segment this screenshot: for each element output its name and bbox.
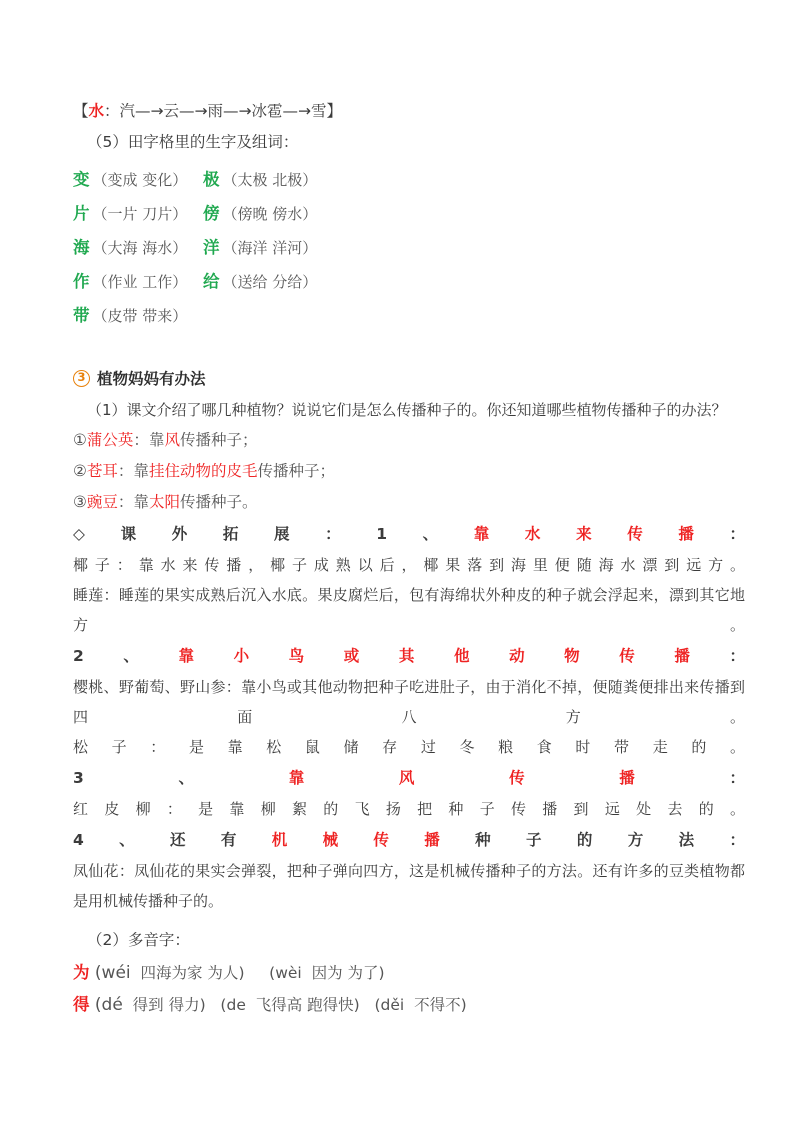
polyphone-char: 为 <box>73 963 90 982</box>
polyphone-words: 飞得高 跑得快 <box>255 996 354 1014</box>
extension-index: 2、 <box>73 647 179 665</box>
answer-item <box>73 456 745 487</box>
extension-colon: ： <box>729 831 745 849</box>
extension-body-line: 凤仙花：凤仙花的果实会弹裂，把种子弹向四方，这是机械传播种子的方法。还有许多的豆类植物都是用机械传播种子的。 <box>73 862 745 910</box>
tianzige-label: （5）田字格里的生字及组词： <box>87 133 299 151</box>
extension-index: 4、 <box>73 831 170 849</box>
char-glyph: 变 <box>73 170 90 189</box>
extension-colon: ： <box>729 769 745 787</box>
char-glyph: 给 <box>203 272 220 291</box>
answer-plant: 豌豆 <box>86 493 118 511</box>
extension-heading-4 <box>73 824 745 856</box>
extension-body-line: 松子：是靠松鼠储存过冬粮食时带走的。 <box>73 738 745 756</box>
character-word-table <box>73 163 745 333</box>
char-entry <box>203 265 317 299</box>
char-words: （变成 变化） <box>92 171 188 189</box>
extension-label: 课外拓展： <box>120 525 377 543</box>
extension-index: 3、 <box>73 769 289 787</box>
extension-body-line: 樱桃、野葡萄、野山参：靠小鸟或其他动物把种子吃进肚子，由于消化不掉，便随粪便排出来传播到四面八方。 <box>73 678 745 726</box>
water-cycle-line <box>73 96 745 126</box>
answer-item <box>73 487 745 518</box>
diamond-icon: ◇ <box>73 525 121 543</box>
char-row <box>73 163 745 197</box>
char-glyph: 片 <box>73 204 90 223</box>
answer-colon: ： <box>133 431 149 449</box>
char-entry <box>73 299 203 333</box>
polyphone-words: 四海为家 为人 <box>140 964 239 982</box>
answer-tail: 传播种子； <box>257 462 335 480</box>
polyphone-pinyin: děi <box>380 996 405 1014</box>
bracket-open: 【 <box>73 102 89 120</box>
answer-tail: 传播种子； <box>179 431 258 449</box>
answer-method: 挂住动物的皮毛 <box>148 462 258 480</box>
char-words: （大海 海水） <box>92 239 188 257</box>
document-content <box>73 96 745 1021</box>
question-1-text: （1）课文介绍了哪几种植物？说说它们是怎么传播种子的。你还知道哪些植物传播种子的办法？ <box>87 401 727 419</box>
polyphone-pinyin: wèi <box>275 964 302 982</box>
water-colon: ： <box>104 102 120 120</box>
char-entry <box>203 163 317 197</box>
char-entry <box>203 197 317 231</box>
char-entry <box>203 231 317 265</box>
extension-body-line: 红皮柳：是靠柳絮的飞扬把种子传播到远处去的。 <box>73 800 745 818</box>
char-row <box>73 231 745 265</box>
answer-colon: ： <box>117 462 134 480</box>
extension-heading-2 <box>73 640 745 672</box>
answer-number: ② <box>73 462 87 480</box>
char-words: （送给 分给） <box>222 273 318 291</box>
polyphone-words: 不得不 <box>414 996 461 1014</box>
char-glyph: 作 <box>73 272 90 291</box>
section-title: 植物妈妈有办法 <box>97 370 206 388</box>
answer-method: 风 <box>164 431 180 449</box>
char-glyph: 海 <box>73 238 90 257</box>
answer-method: 太阳 <box>148 493 180 511</box>
water-label: 水 <box>88 102 105 120</box>
answer-number: ① <box>73 431 87 449</box>
polyphone-char: 得 <box>73 995 90 1014</box>
extension-heading-3 <box>73 762 745 794</box>
char-entry <box>73 163 203 197</box>
char-entry <box>73 231 203 265</box>
answer-colon: ： <box>117 493 134 511</box>
answer-by: 靠 <box>133 493 149 511</box>
bracket-close: 】 <box>326 102 343 120</box>
char-words: （海洋 洋河） <box>222 239 318 257</box>
polyphone-pinyin: de <box>226 996 246 1014</box>
char-words: （太极 北极） <box>222 171 318 189</box>
polyphone-pinyin: dé <box>101 995 123 1015</box>
char-row <box>73 299 745 333</box>
answer-plant: 蒲公英 <box>86 431 134 449</box>
answer-plant: 苍耳 <box>86 462 118 480</box>
section-heading <box>73 367 745 389</box>
answer-item <box>73 425 745 456</box>
char-entry <box>73 197 203 231</box>
char-words: （傍晚 傍水） <box>222 205 318 223</box>
extension-pre: 还有 <box>170 831 272 849</box>
extension-index: 1、 <box>376 525 474 543</box>
question-2-label: （2）多音字： <box>87 931 190 949</box>
char-words: （作业 工作） <box>92 273 188 291</box>
extension-colon: ： <box>729 525 745 543</box>
char-words: （一片 刀片） <box>92 205 188 223</box>
char-words: （皮带 带来） <box>92 307 188 325</box>
extension-post: 种子的方法 <box>475 831 730 849</box>
char-glyph: 洋 <box>203 238 220 257</box>
answer-by: 靠 <box>133 462 149 480</box>
char-glyph: 带 <box>73 306 90 325</box>
extension-keyword: 靠水来传播 <box>473 525 730 543</box>
circled-number-icon: 3 <box>73 370 90 387</box>
extension-body-line: 睡莲：睡莲的果实成熟后沉入水底。果皮腐烂后，包有海绵状外种皮的种子就会浮起来，漂到其它地方。 <box>73 586 745 634</box>
extension-body-line: 椰子：靠水来传播，椰子成熟以后，椰果落到海里便随海水漂到远方。 <box>73 556 745 574</box>
char-row <box>73 265 745 299</box>
polyphone-row: 得 (dé 得到 得力) (de 飞得高 跑得快) (děi 不得不) <box>73 995 467 1015</box>
polyphone-pinyin: wéi <box>101 963 131 983</box>
extension-heading-1 <box>73 518 745 550</box>
answer-number: ③ <box>73 493 87 511</box>
answer-tail: 传播种子。 <box>179 493 258 511</box>
polyphone-words: 因为 为了 <box>311 964 379 982</box>
char-glyph: 傍 <box>203 204 220 223</box>
char-row <box>73 197 745 231</box>
extension-colon: ： <box>729 647 745 665</box>
extension-keyword: 靠风传播 <box>288 769 730 787</box>
char-glyph: 极 <box>203 170 220 189</box>
answer-by: 靠 <box>148 431 165 449</box>
water-chain: 汽—→云—→雨—→冰雹—→雪 <box>119 102 327 120</box>
char-entry <box>73 265 203 299</box>
extension-keyword: 靠小鸟或其他动物传播 <box>178 647 730 665</box>
polyphone-row: 为 (wéi 四海为家 为人) (wèi 因为 为了) <box>73 963 385 983</box>
extension-keyword: 机械传播 <box>271 831 476 849</box>
polyphone-words: 得到 得力 <box>132 996 200 1014</box>
